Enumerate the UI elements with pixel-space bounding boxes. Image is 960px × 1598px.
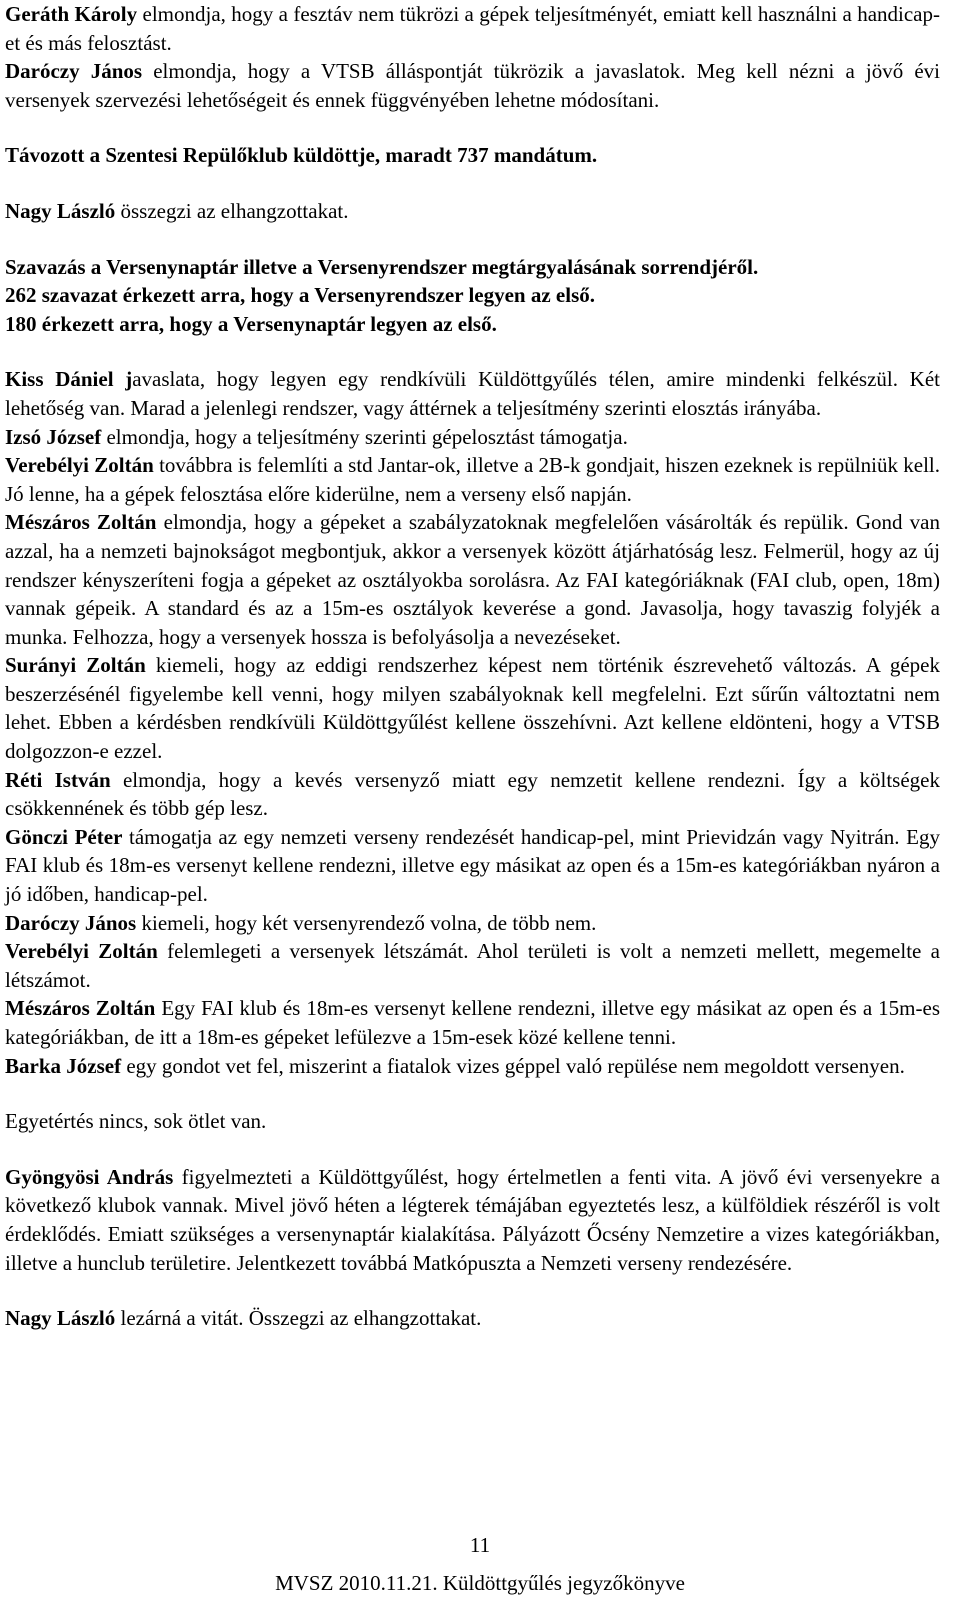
vote-result-2: 180 érkezett arra, hogy a Versenynaptár legyen az első. [5, 311, 497, 336]
speaker-name: Verebélyi Zoltán [5, 939, 158, 964]
speaker-name: Izsó József [5, 424, 102, 449]
paragraph-text: avaslata, hogy legyen egy rendkívüli Küldöttgyűlés télen, amire mindenki felkészül. Két lehetőség van. Marad a jelenlegi rendszer, vagy áttérnek a teljesítmény szerinti elosztás irányába. [5, 367, 941, 420]
speaker-name: Kiss Dániel j [5, 367, 133, 392]
speaker-name: Surányi Zoltán [5, 653, 146, 678]
paragraph-text: Egy FAI klub és 18m-es versenyt kellene rendezni, illetve egy másikat az open és a 15m-es kategóriákban, de itt a 18m-es gépeket lefülezve a 15m-esek közé kellene tenni. [5, 996, 940, 1049]
paragraph-gonczi [5, 823, 940, 909]
paragraph-text: elmondja, hogy a fesztáv nem tükrözi a gépek teljesítményét, emiatt kell használni a handicap-et és más felosztást. [5, 2, 940, 55]
speaker-name: Daróczy János [5, 59, 143, 84]
paragraph-consensus: Egyetértés nincs, sok ötlet van. [5, 1109, 267, 1134]
paragraph-text: elmondja, hogy a teljesítmény szerinti gépelosztást támogatja. [101, 424, 628, 449]
spacer [5, 1136, 940, 1163]
spacer [5, 114, 940, 141]
paragraph-text: elmondja, hogy a VTSB álláspontját tükrözik a javaslatok. Meg kell nézni a jövő évi versenyek szervezési lehetőségeit és ennek függvényében lehetne módosítani. [5, 59, 940, 112]
vote-heading: Szavazás a Versenynaptár illetve a Versenyrendszer megtárgyalásának sorrendjéről. [5, 254, 759, 279]
paragraph-nagy-1 [5, 197, 940, 226]
speaker-name: Gyöngyösi András [5, 1164, 174, 1189]
paragraph-daroczy-2 [5, 909, 940, 938]
paragraph-reti [5, 766, 940, 823]
paragraph-kiss [5, 365, 940, 422]
speaker-name: Gönczi Péter [5, 824, 123, 849]
paragraph-text: elmondja, hogy a gépeket a szabályzatoknak megfelelően vásárolták és repülik. Gond van azzal, ha a nemzeti bajnokságot megbontjuk, akkor a versenyek között átjárhatóság lesz. Felmerül, hogy az új rendszer kényszeríteni fogja a gépeket az osztályokba sorolásra. Az FAI kategóriáknak (FAI club, open, 18m) vannak gépeik. A standard és az a 15m-es osztályok keverése a gond. Javasolja, hogy tavaszig folyjék a munka. Felhozza, hogy a versenyek hossza is befolyásolja a nevezéseket. [5, 510, 941, 649]
paragraph-verebelyi-2 [5, 937, 940, 994]
document-body [5, 0, 940, 1333]
paragraph-suranyi [5, 651, 940, 765]
paragraph-barka [5, 1052, 940, 1081]
paragraph-meszaros-2 [5, 994, 940, 1051]
spacer [5, 338, 940, 365]
speaker-name: Mészáros Zoltán [5, 996, 156, 1021]
vote-result-1: 262 szavazat érkezett arra, hogy a Versenyrendszer legyen az első. [5, 283, 595, 308]
footer-text: MVSZ 2010.11.21. Küldöttgyűlés jegyzőkönyve [275, 1571, 685, 1595]
paragraph-text: figyelmezteti a Küldöttgyűlést, hogy értelmetlen a fenti vita. A jövő évi versenyekre a következő klubok vannak. Mivel jövő héten a légterek témájában egyeztetés lesz, a külföldiek részéről is volt érdeklődés. Emiatt szükséges a versenynaptár kialakítása. Pályázott Őcsény Nemzetire a vizes kategóriákban, illetve a hunclub területire. Jelentkezett továbbá Matkópuszta a Nemzeti verseny rendezésére. [5, 1164, 940, 1275]
speaker-name: Barka József [5, 1053, 122, 1078]
paragraph-text: összegzi az elhangzottakat. [115, 198, 349, 223]
spacer [5, 1080, 940, 1107]
speaker-name: Geráth Károly [5, 2, 138, 26]
paragraph-text: lezárná a vitát. Összegzi az elhangzottakat. [115, 1306, 482, 1331]
speaker-name: Nagy László [5, 1306, 116, 1331]
paragraph-verebelyi-1 [5, 451, 940, 508]
paragraph-nagy-2 [5, 1304, 940, 1333]
spacer [5, 1277, 940, 1304]
notice-mandates: Távozott a Szentesi Repülőklub küldöttje, maradt 737 mandátum. [5, 143, 598, 168]
speaker-name: Mészáros Zoltán [5, 510, 157, 535]
spacer [5, 170, 940, 197]
paragraph-text: felemlegeti a versenyek létszámát. Ahol területi is volt a nemzeti mellett, megemelte a létszámot. [5, 939, 940, 992]
speaker-name: Verebélyi Zoltán [5, 453, 154, 478]
spacer [5, 226, 940, 253]
paragraph-gerath [5, 0, 940, 57]
paragraph-text: támogatja az egy nemzeti verseny rendezését handicap-pel, mint Prievidzán vagy Nyitrán. Egy FAI klub és 18m-es versenyt kellene rendezni, illetve egy másikat az open és a 15m-es kategóriákban nyáron a jó időben, handicap-pel. [5, 824, 940, 907]
paragraph-gyongyosi [5, 1163, 940, 1277]
paragraph-text: elmondja, hogy a kevés versenyző miatt egy nemzetit kellene rendezni. Így a költségek csökkennének és több gép lesz. [5, 767, 940, 821]
speaker-name: Réti István [5, 767, 111, 792]
page-number: 11 [469, 1533, 491, 1557]
paragraph-daroczy-1 [5, 57, 940, 114]
paragraph-text: továbbra is felemlíti a std Jantar-ok, illetve a 2B-k gondjait, hiszen ezeknek is repülniük kell. Jó lenne, ha a gépek felosztása előre kiderülne, nem a verseny első napján. [5, 453, 940, 506]
speaker-name: Nagy László [5, 198, 116, 223]
paragraph-text: kiemeli, hogy két versenyrendező volna, de több nem. [136, 910, 597, 935]
paragraph-text: egy gondot vet fel, miszerint a fiatalok vizes géppel való repülése nem megoldott versenyen. [121, 1053, 905, 1078]
paragraph-izso [5, 423, 940, 452]
paragraph-text: kiemeli, hogy az eddigi rendszerhez képest nem történik észrevehető változás. A gépek beszerzésénél figyelembe kell venni, hogy milyen szabályoknak kell megfelelni. Ezt sűrűn változtatni nem lehet. Ebben a kérdésben rendkívüli Küldöttgyűlést kellene összehívni. Azt kellene eldönteni, hogy a VTSB dolgozzon-e ezzel. [5, 653, 940, 764]
speaker-name: Daróczy János [5, 910, 137, 935]
paragraph-meszaros-1 [5, 508, 940, 651]
